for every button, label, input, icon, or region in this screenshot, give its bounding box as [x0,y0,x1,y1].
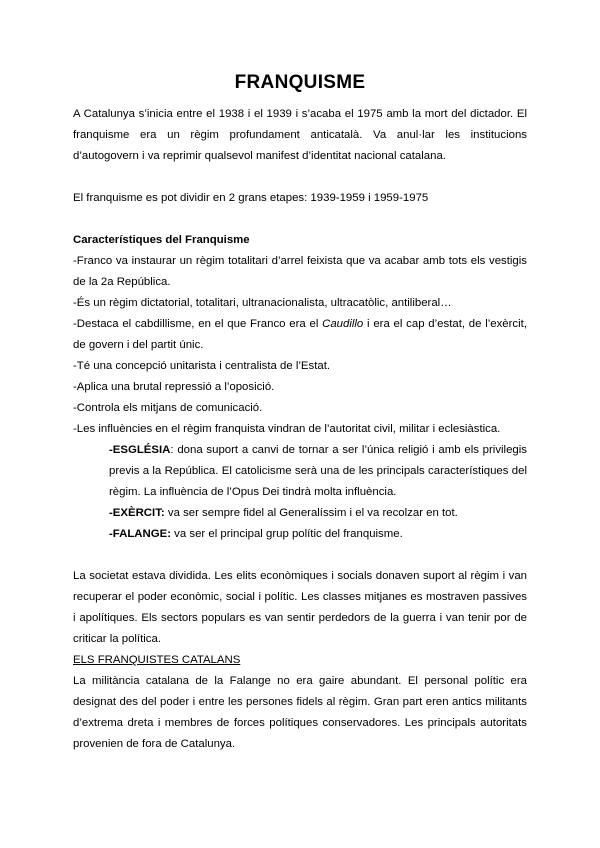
falange-label: -FALANGE: [109,528,172,540]
characteristic-item: -És un règim dictatorial, totalitari, ultranacionalista, ultracatòlic, antiliberal… [73,297,452,309]
stages-paragraph: El franquisme es pot dividir en 2 grans etapes: 1939-1959 i 1959-1975 [73,192,429,204]
characteristic-item [73,314,527,356]
army-text: va ser sempre fidel al Generalíssim i el va recolzar en tot. [164,507,458,519]
text-span: i era el cap d’estat, de l’exèrcit, de govern i del partit únic. [73,318,527,351]
characteristic-item: -Controla els mitjans de comunicació. [73,402,263,414]
characteristic-item: -Aplica una brutal repressió a l’oposició. [73,381,275,393]
falange-influence [109,524,527,545]
falange-text: va ser el principal grup polític del franquisme. [171,528,403,540]
characteristic-item: -Les influències en el règim franquista vindran de l’autoritat civil, militar i eclesiàstica. [73,423,501,435]
army-influence [109,503,527,524]
church-label: -ESGLÉSIA [109,444,171,456]
page-title: FRANQUISME [234,72,366,93]
church-text: : dona suport a canvi de tornar a ser l’única religió i amb els privilegis previs a la República. El catolicisme serà una de les principals característiques del règim. La influència de l’Opus Dei tindrà molta influència. [109,444,527,498]
catalan-francoists-paragraph: La militància catalana de la Falange no era gaire abundant. El personal polític era designat des del poder i entre les persones fidels al règim. Gran part eren antics militants d’extrema dreta i membres de forces polítiques conservadores. Les principals autoritats provenien de fora de Catalunya. [73,675,527,750]
characteristic-item: -Té una concepció unitarista i centralista de l’Estat. [73,360,331,372]
intro-paragraph: A Catalunya s’inicia entre el 1938 i el 1939 i s’acaba el 1975 amb la mort del dictador. El franquisme era un règim profundament anticatalà. Va anul·lar les institucions d’autogovern i va reprimir qualsevol manifest d’identitat nacional catalana. [73,108,527,162]
caudillo-term: Caudillo [322,318,364,330]
characteristics-heading: Característiques del Franquisme [73,234,250,246]
catalan-francoists-heading: ELS FRANQUISTES CATALANS [73,654,241,666]
army-label: -EXÈRCIT: [109,507,165,519]
society-paragraph: La societat estava dividida. Les elits econòmiques i socials donaven suport al règim i van recuperar el poder econòmic, social i polític. Les classes mitjanes es mostraven passives i apolítiques. Els sectors populars es van sentir perdedors de la guerra i van tenir por de criticar la política. [73,570,527,645]
characteristic-item: -Franco va instaurar un règim totalitari d’arrel feixista que va acabar amb tots els vestigis de la 2a República. [73,255,527,288]
text-span: -Destaca el cabdillisme, en el que Franco era el [73,318,323,330]
church-influence [109,440,527,503]
